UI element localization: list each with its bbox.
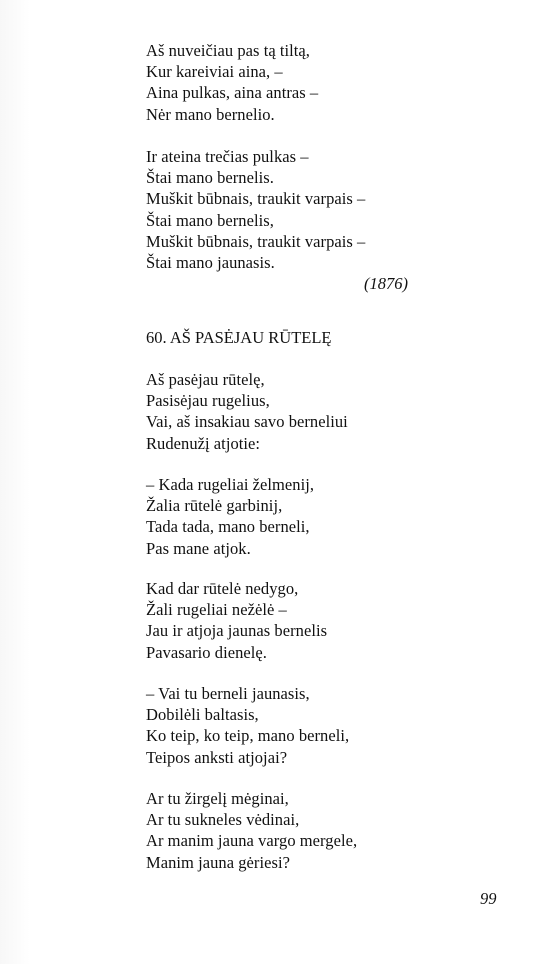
poem-date: (1876) [364, 274, 408, 293]
poem-stanza [146, 146, 446, 273]
poem-stanza [146, 474, 446, 559]
verse-line: Muškit būbnais, traukit varpais – [146, 231, 366, 251]
verse-line: Ir ateina trečias pulkas – [146, 147, 309, 166]
verse-line: Manim jauna gėriesi? [146, 852, 290, 872]
poem-stanza [146, 40, 446, 125]
verse-line: Aš pasėjau rūtelę, [146, 370, 265, 389]
verse-line: Pas mane atjok. [146, 538, 251, 558]
verse-line: Žali rugeliai nežėlė – [146, 600, 287, 620]
verse-line: Kur kareiviai aina, – [146, 62, 283, 82]
verse-line: Ar tu žirgelį mėginai, [146, 789, 289, 808]
verse-line: Pavasario dienelę. [146, 642, 267, 662]
verse-line: Ko teip, ko teip, mano berneli, [146, 726, 350, 746]
verse-line: Muškit būbnais, traukit varpais – [146, 189, 366, 209]
poem-stanza [146, 788, 446, 873]
verse-line: Aš nuveičiau pas tą tiltą, [146, 41, 310, 60]
verse-line: Nėr mano bernelio. [146, 104, 275, 124]
verse-line: Štai mano jaunasis. [146, 253, 275, 273]
verse-line: Štai mano bernelis, [146, 210, 274, 230]
verse-line: Aina pulkas, aina antras – [146, 83, 319, 103]
verse-line: Dobilėli baltasis, [146, 705, 259, 725]
poem-stanza [146, 369, 446, 454]
verse-line: Štai mano bernelis. [146, 168, 274, 188]
verse-line: Žalia rūtelė garbinij, [146, 496, 283, 516]
verse-line: Ar tu sukneles vėdinai, [146, 810, 300, 830]
song-title: 60. AŠ PASĖJAU RŪTELĘ [146, 328, 332, 347]
verse-line: Teipos anksti atjojai? [146, 747, 288, 767]
verse-line: Pasisėjau rugelius, [146, 391, 270, 411]
verse-line: – Vai tu berneli jaunasis, [146, 684, 310, 703]
verse-line: Ar manim jauna vargo mergele, [146, 831, 358, 851]
verse-line: Vai, aš insakiau savo berneliui [146, 412, 348, 432]
verse-line: Kad dar rūtelė nedygo, [146, 579, 299, 598]
poem-stanza [146, 683, 446, 768]
poem-stanza [146, 578, 446, 663]
page-number: 99 [480, 889, 497, 908]
verse-line: Jau ir atjoja jaunas bernelis [146, 621, 328, 641]
verse-line: Tada tada, mano berneli, [146, 517, 310, 537]
verse-line: – Kada rugeliai želmenij, [146, 475, 315, 494]
verse-line: Rudenužį atjotie: [146, 433, 261, 453]
